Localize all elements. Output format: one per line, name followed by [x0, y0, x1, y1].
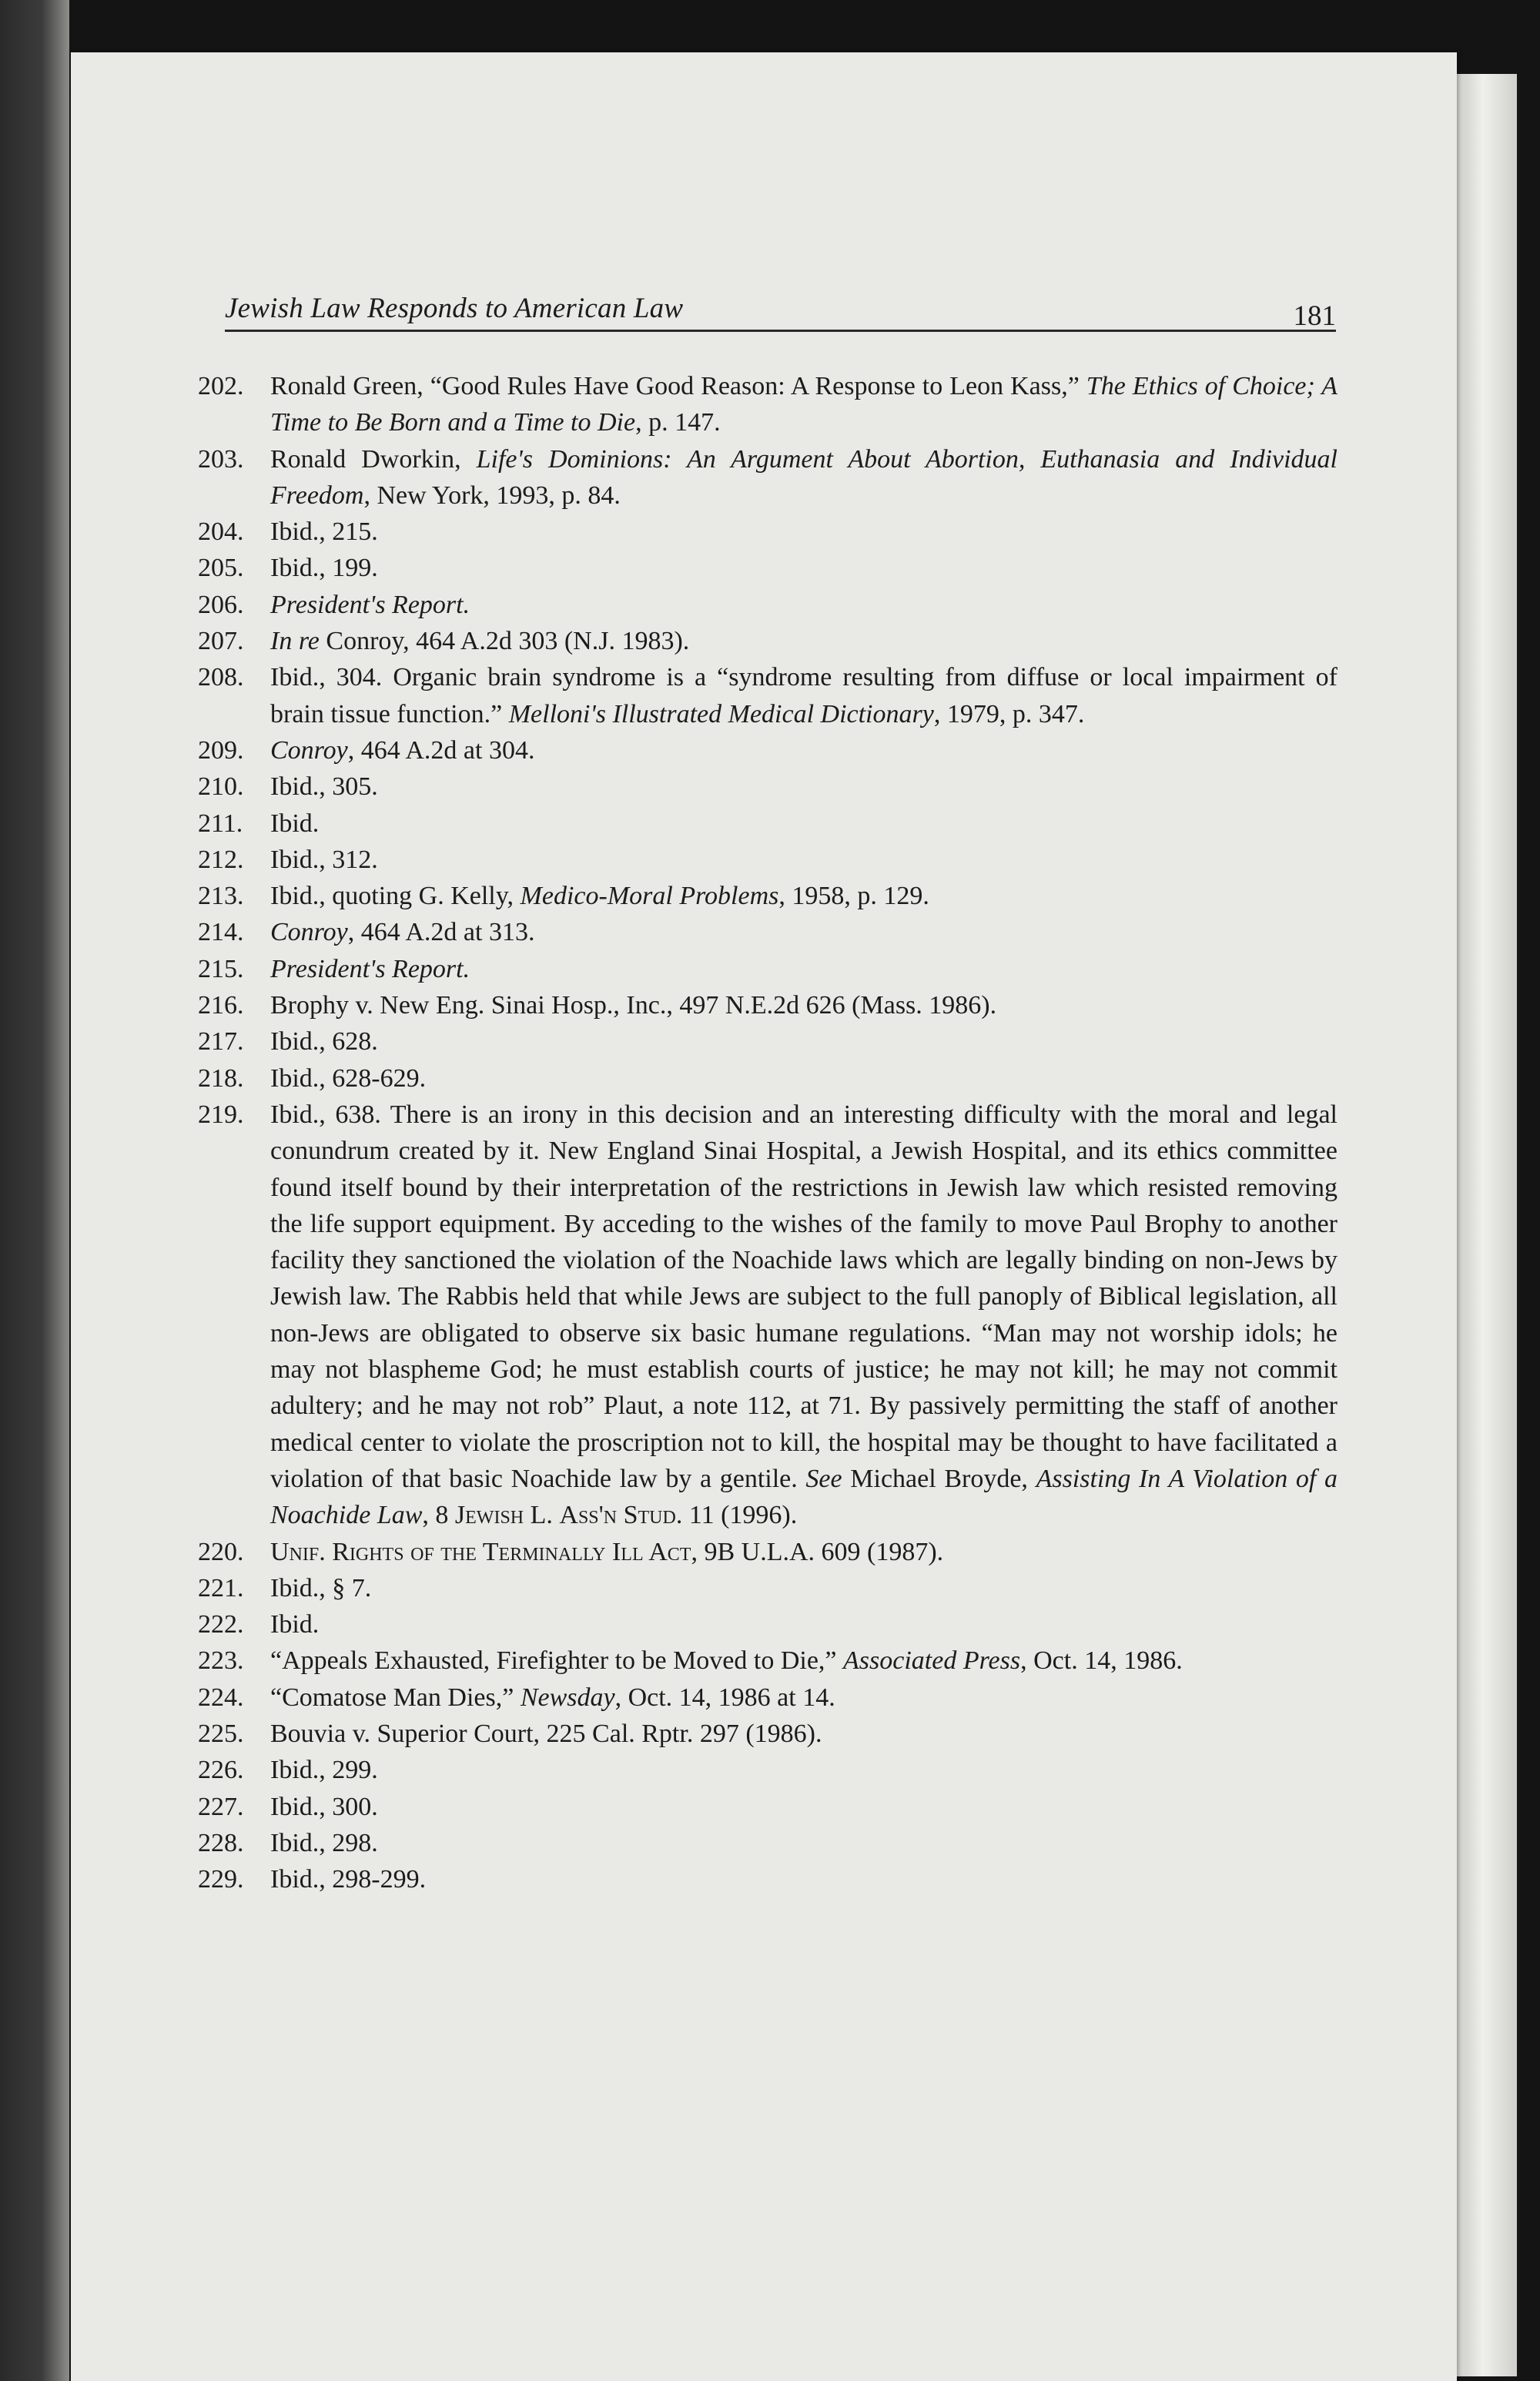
- note-text-run: Ronald Green, “Good Rules Have Good Reason: A Response to Leon Kass,”: [270, 372, 1086, 400]
- note-text-run: L.: [524, 1501, 560, 1530]
- endnote-number: 202.: [198, 372, 244, 400]
- endnote-text: [270, 1716, 1337, 1752]
- endnote-text: [270, 514, 1337, 550]
- endnote-number: 218.: [198, 1063, 244, 1093]
- endnote: [198, 514, 1337, 550]
- note-text-run: Ibid., 299.: [270, 1756, 378, 1785]
- endnote-number: 227.: [198, 1792, 244, 1821]
- endnote: [198, 1752, 1337, 1788]
- italic-citation: Conroy: [270, 735, 348, 765]
- endnote-number: 215.: [198, 954, 244, 983]
- note-text-run: , 464 A.2d at 304.: [347, 735, 535, 765]
- endnote-number: 214.: [198, 918, 244, 947]
- endnote-number: 213.: [198, 882, 244, 911]
- note-text-run: Ibid.: [270, 809, 320, 838]
- endnote-text: [270, 987, 1337, 1023]
- note-text-run: “Appeals Exhausted, Firefighter to be Moved to Die,”: [270, 1646, 844, 1676]
- endnote-text: [270, 769, 1337, 805]
- note-text-run: , Oct. 14, 1986.: [1020, 1646, 1183, 1676]
- small-caps-citation: Unif. Rights of the Terminally Ill Act: [270, 1537, 691, 1566]
- running-head-title: Jewish Law Responds to American Law: [225, 293, 684, 324]
- page-number: 181: [1293, 300, 1336, 332]
- italic-citation: Associated Press: [843, 1646, 1021, 1676]
- page-header: [225, 237, 1336, 332]
- endnote: [198, 1606, 1337, 1643]
- note-text-run: Ibid.: [270, 1610, 320, 1639]
- note-text-run: Ibid., 298-299.: [270, 1865, 427, 1894]
- endnote: [198, 805, 1337, 842]
- endnote-text: [270, 1752, 1337, 1788]
- italic-citation: Newsday: [520, 1683, 615, 1712]
- endnote-number: 205.: [198, 554, 244, 583]
- note-text-run: Ibid., 638. There is an irony in this decision and an interesting difficulty with the moral and legal conundrum created by it. New England Sinai Hospital, a Jewish Hospital, and its ethics committee found itself bound by their interpretation of the restrictions in Jewish law which resisted removing the life support equipment. By acceding to the wishes of the family to move Paul Brophy to another facility they sanctioned the violation of the Noachide laws which are legally binding on non-Jews by Jewish law. The Rabbis held that while Jews are subject to the full panoply of Biblical legislation, all non-Jews are obligated to observe six basic humane regulations. “Man may not worship idols; he may not blaspheme God; he must establish courts of justice; he may not kill; he may not commit adultery; and he may not rob” Plaut, a note 112, at 71. By passively permitting the staff of another medical center to violate the proscription not to kill, the hospital may be thought to have facilitated a violation of that basic Noachide law by a gentile.: [270, 1100, 1337, 1493]
- endnote: [198, 1789, 1337, 1825]
- endnote: [198, 441, 1337, 514]
- endnote-text: [270, 1060, 1337, 1097]
- endnote-text: [270, 1861, 1337, 1897]
- endnote-text: [270, 732, 1337, 769]
- endnote-text: [270, 441, 1337, 514]
- italic-citation: Melloni's Illustrated Medical Dictionary: [508, 699, 934, 728]
- endnote-number: 217.: [198, 1027, 244, 1057]
- italic-citation: President's Report.: [270, 954, 470, 983]
- note-text-run: . 11 (1996).: [675, 1501, 798, 1530]
- note-text-run: , 8: [422, 1501, 455, 1530]
- endnote-number: 228.: [198, 1828, 244, 1857]
- note-text-run: , 1979, p. 347.: [933, 699, 1085, 728]
- endnote: [198, 1716, 1337, 1752]
- note-text-run: “Comatose Man Dies,”: [270, 1683, 521, 1712]
- endnote: [198, 1570, 1337, 1606]
- endnote: [198, 732, 1337, 769]
- endnote-text: [270, 659, 1337, 732]
- endnote-number: 225.: [198, 1719, 244, 1748]
- endnote-number: 219.: [198, 1100, 244, 1129]
- endnote: [198, 1825, 1337, 1861]
- endnote: [198, 914, 1337, 950]
- endnote-number: 207.: [198, 627, 244, 656]
- endnotes-list: [198, 368, 1337, 1897]
- endnote-number: 204.: [198, 517, 244, 547]
- endnote: [198, 550, 1337, 586]
- endnote-number: 209.: [198, 735, 244, 765]
- endnote: [198, 1534, 1337, 1570]
- note-text-run: , p. 147.: [635, 408, 721, 437]
- note-text-run: Conroy, 464 A.2d 303 (N.J. 1983).: [319, 627, 690, 656]
- italic-citation: See: [805, 1464, 842, 1493]
- note-text-run: Ibid., 304. Organic brain syndrome is a “syndrome resulting from diffuse or local impairment of brain tissue function.”: [270, 663, 1337, 728]
- note-text-run: Ibid., 628.: [270, 1027, 378, 1057]
- endnote-number: 206.: [198, 590, 244, 619]
- endnote: [198, 659, 1337, 732]
- note-text-run: Brophy v. New Eng. Sinai Hosp., Inc., 497 N.E.2d 626 (Mass. 1986).: [270, 991, 997, 1020]
- note-text-run: Ibid., quoting G. Kelly,: [270, 882, 521, 911]
- endnote: [198, 1679, 1337, 1716]
- endnote-text: [270, 550, 1337, 586]
- endnote-text: [270, 1570, 1337, 1606]
- italic-citation: Assisting In A Violation of a Noachide Law: [270, 1464, 1337, 1530]
- endnote-number: 203.: [198, 444, 244, 474]
- endnote: [198, 769, 1337, 805]
- endnote: [198, 842, 1337, 878]
- note-text-run: Ibid., 305.: [270, 772, 378, 802]
- italic-citation: Life's Dominions: An Argument About Abortion, Euthanasia and Individual Freedom: [270, 444, 1338, 510]
- note-text-run: Ibid., § 7.: [270, 1573, 372, 1602]
- note-text-run: , 464 A.2d at 313.: [347, 918, 535, 947]
- endnote-text: [270, 1097, 1337, 1534]
- note-text-run: Ibid., 215.: [270, 517, 378, 547]
- small-caps-citation: Ass'n Stud: [559, 1501, 676, 1530]
- endnote-text: [270, 587, 1337, 623]
- endnote-number: 211.: [198, 809, 243, 838]
- note-text-run: , 9B U.L.A. 609 (1987).: [691, 1537, 944, 1566]
- endnote-number: 208.: [198, 663, 244, 692]
- note-text-run: Ibid., 628-629.: [270, 1063, 427, 1093]
- endnote: [198, 1097, 1337, 1534]
- endnote-number: 212.: [198, 845, 244, 874]
- endnote-text: [270, 1023, 1337, 1060]
- endnote-number: 224.: [198, 1683, 244, 1712]
- endnote-text: [270, 1534, 1337, 1570]
- book-page: [71, 52, 1457, 2381]
- italic-citation: The Ethics of Choice; A Time to Be Born and a Time to Die: [270, 372, 1337, 437]
- endnote-text: [270, 951, 1337, 987]
- endnote-text: [270, 623, 1337, 659]
- endnote-text: [270, 1789, 1337, 1825]
- endnote: [198, 587, 1337, 623]
- italic-citation: In re: [270, 627, 320, 656]
- endnote: [198, 1861, 1337, 1897]
- italic-citation: Medico-Moral Problems: [520, 882, 779, 911]
- endnote-text: [270, 914, 1337, 950]
- book-binding-edge: [0, 0, 69, 2381]
- note-text-run: Ibid., 300.: [270, 1792, 378, 1821]
- note-text-run: Bouvia v. Superior Court, 225 Cal. Rptr. 297 (1986).: [270, 1719, 822, 1748]
- endnote: [198, 1060, 1337, 1097]
- endnote-number: 221.: [198, 1573, 244, 1602]
- endnote-number: 222.: [198, 1610, 244, 1639]
- small-caps-citation: Jewish: [454, 1501, 524, 1530]
- italic-citation: Conroy: [270, 918, 348, 947]
- endnote: [198, 1643, 1337, 1679]
- endnote: [198, 368, 1337, 441]
- note-text-run: , 1958, p. 129.: [778, 882, 929, 911]
- note-text-run: Michael Broyde,: [842, 1464, 1036, 1493]
- note-text-run: Ibid., 298.: [270, 1828, 378, 1857]
- note-text-run: Ronald Dworkin,: [270, 444, 477, 474]
- endnote-number: 226.: [198, 1756, 244, 1785]
- endnote-text: [270, 878, 1337, 914]
- italic-citation: President's Report.: [270, 590, 470, 619]
- endnote: [198, 623, 1337, 659]
- endnote-text: [270, 368, 1337, 441]
- endnote-number: 216.: [198, 991, 244, 1020]
- endnote-number: 229.: [198, 1865, 244, 1894]
- endnote-text: [270, 1825, 1337, 1861]
- endnote: [198, 951, 1337, 987]
- endnote-text: [270, 805, 1337, 842]
- note-text-run: , New York, 1993, p. 84.: [363, 481, 621, 510]
- endnote-text: [270, 1606, 1337, 1643]
- note-text-run: Ibid., 199.: [270, 554, 378, 583]
- endnote: [198, 878, 1337, 914]
- endnote: [198, 1023, 1337, 1060]
- endnote-text: [270, 1643, 1337, 1679]
- endnote-text: [270, 842, 1337, 878]
- note-text-run: Ibid., 312.: [270, 845, 378, 874]
- endnote-number: 210.: [198, 772, 244, 802]
- endnote-number: 220.: [198, 1537, 244, 1566]
- note-text-run: , Oct. 14, 1986 at 14.: [614, 1683, 835, 1712]
- endnote-text: [270, 1679, 1337, 1716]
- endnote-number: 223.: [198, 1646, 244, 1676]
- endnote: [198, 987, 1337, 1023]
